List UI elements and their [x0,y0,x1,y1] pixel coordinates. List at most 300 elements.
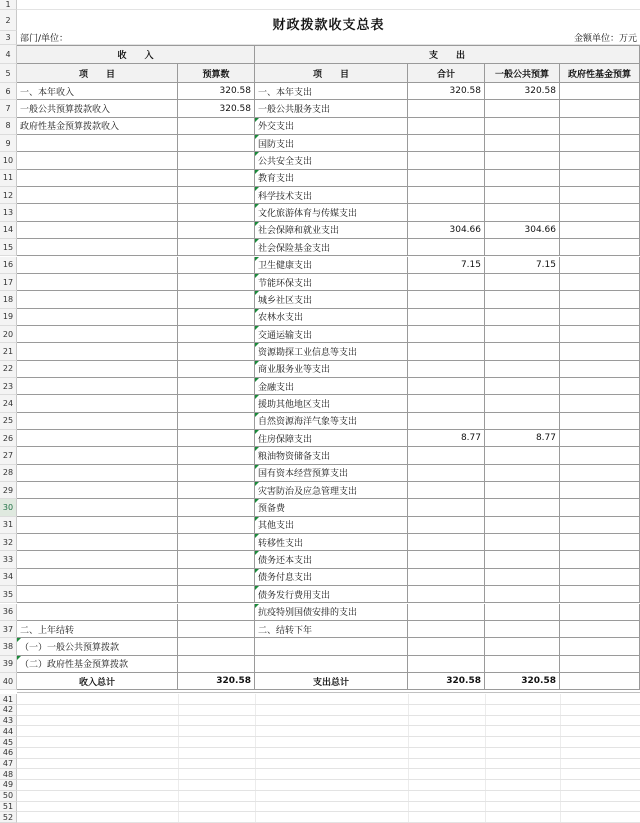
expense-general-cell[interactable]: 304.66 [485,222,560,238]
row-header[interactable]: 28 [0,465,17,482]
expense-general-cell[interactable] [485,569,560,585]
row-header[interactable]: 6 [0,83,17,100]
expense-item-cell[interactable] [255,656,408,672]
expense-general-cell[interactable] [485,100,560,116]
expense-item-cell[interactable]: 教育支出 [255,170,408,186]
expense-total-cell[interactable] [408,499,485,515]
table-row[interactable] [17,291,640,308]
expense-total-cell[interactable] [408,204,485,220]
income-item-cell[interactable] [17,152,178,168]
row-header[interactable]: 23 [0,378,17,395]
row-header[interactable]: 48 [0,769,17,780]
income-item-cell[interactable] [17,204,178,220]
row-header[interactable]: 45 [0,737,17,748]
expense-fund-cell[interactable] [560,222,640,238]
income-budget-cell[interactable] [178,604,255,620]
expense-total-cell[interactable] [408,465,485,481]
col-header-general[interactable]: 一般公共预算 [485,64,560,82]
col-header-total[interactable]: 合计 [408,64,485,82]
income-item-cell[interactable] [17,274,178,290]
expense-fund-cell[interactable] [560,638,640,654]
income-budget-cell[interactable]: 320.58 [178,673,255,689]
expense-general-cell[interactable] [485,239,560,255]
expense-general-cell[interactable] [485,413,560,429]
table-row[interactable] [17,447,640,464]
income-budget-cell[interactable] [178,257,255,273]
expense-fund-cell[interactable] [560,551,640,567]
row-header[interactable]: 29 [0,482,17,499]
income-item-cell[interactable] [17,604,178,620]
expense-total-cell[interactable] [408,447,485,463]
income-item-cell[interactable] [17,187,178,203]
expense-item-cell[interactable]: 二、结转下年 [255,621,408,637]
table-row[interactable] [17,326,640,343]
row-header[interactable]: 9 [0,135,17,152]
expense-item-cell[interactable]: 外交支出 [255,118,408,134]
expense-total-cell[interactable] [408,100,485,116]
expense-fund-cell[interactable] [560,239,640,255]
row-header[interactable]: 33 [0,551,17,568]
income-item-cell[interactable]: 二、上年结转 [17,621,178,637]
expense-total-cell[interactable] [408,604,485,620]
table-row[interactable] [17,638,640,655]
income-budget-cell[interactable] [178,291,255,307]
table-row[interactable] [17,534,640,551]
expense-total-cell[interactable]: 7.15 [408,257,485,273]
expense-fund-cell[interactable] [560,413,640,429]
col-header-income-item[interactable]: 项 目 [17,64,178,82]
expense-header[interactable]: 支 出 [255,46,640,63]
expense-total-cell[interactable] [408,361,485,377]
income-item-cell[interactable] [17,551,178,567]
expense-general-cell[interactable]: 7.15 [485,257,560,273]
sheet-row[interactable] [17,748,640,759]
row-header[interactable]: 19 [0,309,17,326]
expense-total-cell[interactable] [408,586,485,602]
table-row[interactable] [17,343,640,360]
table-row[interactable] [17,83,640,100]
row-header[interactable]: 39 [0,656,17,673]
expense-item-cell[interactable]: 社会保险基金支出 [255,239,408,255]
dept-label[interactable]: 部门/单位： [20,34,69,44]
expense-general-cell[interactable] [485,621,560,637]
row-header[interactable]: 22 [0,361,17,378]
income-item-cell[interactable] [17,239,178,255]
income-budget-cell[interactable] [178,551,255,567]
row-header[interactable]: 47 [0,759,17,770]
income-budget-cell[interactable]: 320.58 [178,100,255,116]
expense-total-cell[interactable] [408,395,485,411]
expense-fund-cell[interactable] [560,499,640,515]
table-row[interactable] [17,395,640,412]
expense-item-cell[interactable]: 资源勘探工业信息等支出 [255,343,408,359]
income-item-cell[interactable]: 一、本年收入 [17,83,178,99]
row-header[interactable]: 3 [0,31,17,45]
income-item-cell[interactable] [17,586,178,602]
expense-item-cell[interactable]: 社会保障和就业支出 [255,222,408,238]
row-header[interactable]: 43 [0,716,17,727]
expense-general-cell[interactable] [485,551,560,567]
expense-general-cell[interactable] [485,152,560,168]
row-header[interactable]: 20 [0,326,17,343]
expense-item-cell[interactable]: 自然资源海洋气象等支出 [255,413,408,429]
expense-item-cell[interactable]: 住房保障支出 [255,430,408,446]
expense-general-cell[interactable] [485,517,560,533]
expense-item-cell[interactable]: 公共安全支出 [255,152,408,168]
row-header[interactable]: 32 [0,534,17,551]
table-row[interactable] [17,152,640,169]
row-header[interactable]: 35 [0,586,17,603]
sheet-row[interactable] [17,780,640,791]
sheet-row[interactable] [17,737,640,748]
row-header[interactable]: 51 [0,802,17,813]
expense-fund-cell[interactable] [560,621,640,637]
expense-fund-cell[interactable] [560,343,640,359]
income-item-cell[interactable] [17,343,178,359]
expense-fund-cell[interactable] [560,482,640,498]
expense-item-cell[interactable]: 文化旅游体育与传媒支出 [255,204,408,220]
row-header[interactable]: 27 [0,447,17,464]
expense-fund-cell[interactable] [560,673,640,689]
expense-item-cell[interactable]: 援助其他地区支出 [255,395,408,411]
income-item-cell[interactable] [17,413,178,429]
sheet-row[interactable] [17,812,640,823]
sheet-row[interactable] [17,64,640,83]
income-item-cell[interactable] [17,430,178,446]
expense-total-cell[interactable]: 304.66 [408,222,485,238]
income-item-cell[interactable] [17,447,178,463]
expense-total-cell[interactable] [408,517,485,533]
expense-total-cell[interactable] [408,638,485,654]
expense-general-cell[interactable] [485,482,560,498]
expense-fund-cell[interactable] [560,465,640,481]
expense-fund-cell[interactable] [560,361,640,377]
table-row[interactable] [17,204,640,221]
expense-item-cell[interactable]: 债务付息支出 [255,569,408,585]
row-header[interactable]: 44 [0,726,17,737]
income-header[interactable]: 收 入 [17,46,255,63]
expense-item-cell[interactable]: 其他支出 [255,517,408,533]
row-header[interactable]: 1 [0,0,17,10]
row-header[interactable]: 13 [0,204,17,221]
income-item-cell[interactable]: 政府性基金预算拨款收入 [17,118,178,134]
row-header[interactable]: 34 [0,569,17,586]
row-header[interactable]: 26 [0,430,17,447]
income-budget-cell[interactable] [178,517,255,533]
sheet-row[interactable] [17,694,640,705]
expense-total-cell[interactable] [408,551,485,567]
expense-general-cell[interactable] [485,586,560,602]
expense-fund-cell[interactable] [560,430,640,446]
income-budget-cell[interactable] [178,204,255,220]
row-header[interactable]: 15 [0,239,17,256]
row-header[interactable]: 8 [0,118,17,135]
row-header[interactable]: 42 [0,705,17,716]
income-item-cell[interactable]: 一般公共预算拨款收入 [17,100,178,116]
expense-item-cell[interactable]: 粮油物资储备支出 [255,447,408,463]
row-header[interactable]: 5 [0,64,17,83]
unit-label[interactable]: 金额单位：万元 [573,34,637,44]
expense-total-cell[interactable] [408,274,485,290]
income-budget-cell[interactable] [178,534,255,550]
sheet-row[interactable] [17,769,640,780]
table-row[interactable] [17,569,640,586]
income-budget-cell[interactable] [178,187,255,203]
row-header[interactable]: 11 [0,170,17,187]
expense-fund-cell[interactable] [560,656,640,672]
row-header[interactable]: 4 [0,45,17,64]
table-row[interactable] [17,257,640,274]
income-item-cell[interactable] [17,395,178,411]
table-row[interactable] [17,309,640,326]
income-budget-cell[interactable] [178,274,255,290]
income-budget-cell[interactable] [178,413,255,429]
expense-fund-cell[interactable] [560,118,640,134]
expense-general-cell[interactable] [485,499,560,515]
expense-item-cell[interactable]: 抗疫特别国债安排的支出 [255,604,408,620]
table-row[interactable] [17,499,640,516]
income-budget-cell[interactable] [178,378,255,394]
income-item-cell[interactable] [17,499,178,515]
expense-item-cell[interactable]: 农林水支出 [255,309,408,325]
row-header[interactable]: 50 [0,791,17,802]
income-item-cell[interactable] [17,534,178,550]
row-header[interactable]: 12 [0,187,17,204]
table-row[interactable] [17,361,640,378]
expense-item-cell[interactable]: 转移性支出 [255,534,408,550]
expense-fund-cell[interactable] [560,604,640,620]
income-budget-cell[interactable] [178,170,255,186]
income-item-cell[interactable] [17,291,178,307]
expense-total-cell[interactable] [408,187,485,203]
expense-general-cell[interactable] [485,170,560,186]
expense-fund-cell[interactable] [560,326,640,342]
sheet-row[interactable] [17,726,640,737]
income-item-cell[interactable] [17,222,178,238]
row-header[interactable]: 18 [0,291,17,308]
expense-total-cell[interactable] [408,343,485,359]
expense-total-cell[interactable] [408,152,485,168]
sheet-row[interactable] [17,759,640,770]
expense-total-cell[interactable]: 320.58 [408,673,485,689]
table-row[interactable] [17,187,640,204]
expense-total-cell[interactable] [408,656,485,672]
table-row[interactable] [17,586,640,603]
income-item-cell[interactable] [17,378,178,394]
row-header[interactable]: 21 [0,343,17,360]
table-row[interactable] [17,413,640,430]
expense-item-cell[interactable]: 卫生健康支出 [255,257,408,273]
sheet-row[interactable] [17,705,640,716]
expense-item-cell[interactable] [255,638,408,654]
income-budget-cell[interactable] [178,447,255,463]
expense-fund-cell[interactable] [560,378,640,394]
sheet-row[interactable] [17,791,640,802]
expense-total-cell[interactable] [408,569,485,585]
row-header[interactable]: 14 [0,222,17,239]
expense-general-cell[interactable] [485,187,560,203]
row-header[interactable]: 40 [0,673,17,690]
expense-item-cell[interactable]: 城乡社区支出 [255,291,408,307]
expense-fund-cell[interactable] [560,152,640,168]
row-header[interactable]: 30 [0,499,17,516]
income-budget-cell[interactable] [178,118,255,134]
expense-general-cell[interactable] [485,447,560,463]
row-header[interactable]: 41 [0,694,17,705]
table-row[interactable] [17,170,640,187]
row-header[interactable]: 2 [0,10,17,31]
expense-general-cell[interactable] [485,395,560,411]
expense-item-cell[interactable]: 债务还本支出 [255,551,408,567]
expense-total-cell[interactable] [408,378,485,394]
row-header[interactable]: 46 [0,748,17,759]
table-row[interactable] [17,239,640,256]
expense-total-cell[interactable] [408,482,485,498]
income-budget-cell[interactable] [178,239,255,255]
income-item-cell[interactable]: （二）政府性基金预算拨款 [17,656,178,672]
table-row[interactable] [17,100,640,117]
expense-total-cell[interactable] [408,291,485,307]
table-row[interactable] [17,465,640,482]
table-row[interactable] [17,135,640,152]
income-item-cell[interactable] [17,361,178,377]
sheet-row[interactable] [17,802,640,813]
income-item-cell[interactable] [17,326,178,342]
expense-general-cell[interactable] [485,604,560,620]
table-row[interactable] [17,482,640,499]
expense-item-cell[interactable]: 节能环保支出 [255,274,408,290]
expense-total-cell[interactable] [408,413,485,429]
expense-total-cell[interactable]: 8.77 [408,430,485,446]
expense-total-cell[interactable] [408,239,485,255]
expense-general-cell[interactable] [485,326,560,342]
expense-total-cell[interactable] [408,135,485,151]
row-header[interactable]: 24 [0,395,17,412]
income-budget-cell[interactable] [178,569,255,585]
row-header[interactable]: 37 [0,621,17,638]
expense-fund-cell[interactable] [560,517,640,533]
col-header-fund[interactable]: 政府性基金预算 [560,64,640,82]
income-item-cell[interactable] [17,309,178,325]
income-item-cell[interactable] [17,465,178,481]
expense-general-cell[interactable] [485,534,560,550]
income-item-cell[interactable]: （一）一般公共预算拨款 [17,638,178,654]
table-row[interactable] [17,673,640,690]
table-row[interactable] [17,222,640,239]
expense-item-cell[interactable]: 预备费 [255,499,408,515]
income-budget-cell[interactable] [178,395,255,411]
expense-item-cell[interactable]: 国防支出 [255,135,408,151]
row-header[interactable]: 36 [0,604,17,621]
row-header[interactable]: 49 [0,780,17,791]
row-header[interactable]: 16 [0,257,17,274]
income-item-cell[interactable] [17,170,178,186]
expense-item-cell[interactable]: 一、本年支出 [255,83,408,99]
expense-general-cell[interactable] [485,343,560,359]
income-budget-cell[interactable] [178,152,255,168]
expense-item-cell[interactable]: 金融支出 [255,378,408,394]
expense-fund-cell[interactable] [560,204,640,220]
expense-general-cell[interactable]: 320.58 [485,83,560,99]
expense-fund-cell[interactable] [560,586,640,602]
income-budget-cell[interactable] [178,135,255,151]
income-item-cell[interactable] [17,135,178,151]
expense-total-cell[interactable] [408,309,485,325]
expense-total-cell[interactable] [408,621,485,637]
expense-general-cell[interactable] [485,204,560,220]
income-item-cell[interactable] [17,482,178,498]
expense-fund-cell[interactable] [560,395,640,411]
expense-fund-cell[interactable] [560,274,640,290]
expense-fund-cell[interactable] [560,534,640,550]
expense-fund-cell[interactable] [560,309,640,325]
table-row[interactable] [17,656,640,673]
expense-total-cell[interactable] [408,326,485,342]
income-item-cell[interactable] [17,517,178,533]
income-budget-cell[interactable]: 320.58 [178,83,255,99]
income-budget-cell[interactable] [178,361,255,377]
sheet-row[interactable] [17,716,640,727]
expense-item-cell[interactable]: 灾害防治及应急管理支出 [255,482,408,498]
table-row[interactable] [17,378,640,395]
income-budget-cell[interactable] [178,621,255,637]
income-budget-cell[interactable] [178,343,255,359]
expense-general-cell[interactable] [485,465,560,481]
table-row[interactable] [17,551,640,568]
row-header[interactable]: 38 [0,638,17,655]
table-row[interactable] [17,430,640,447]
expense-fund-cell[interactable] [560,291,640,307]
income-item-cell[interactable] [17,257,178,273]
expense-fund-cell[interactable] [560,100,640,116]
expense-general-cell[interactable] [485,118,560,134]
income-budget-cell[interactable] [178,499,255,515]
table-row[interactable] [17,274,640,291]
expense-general-cell[interactable] [485,135,560,151]
expense-item-cell[interactable]: 国有资本经营预算支出 [255,465,408,481]
expense-fund-cell[interactable] [560,83,640,99]
expense-fund-cell[interactable] [560,187,640,203]
expense-item-cell[interactable]: 商业服务业等支出 [255,361,408,377]
expense-total-cell[interactable] [408,170,485,186]
expense-general-cell[interactable] [485,638,560,654]
expense-item-cell[interactable]: 债务发行费用支出 [255,586,408,602]
income-budget-cell[interactable] [178,309,255,325]
sheet-row[interactable] [17,31,640,45]
sheet-row[interactable] [17,0,640,10]
expense-item-cell[interactable]: 支出总计 [255,673,408,689]
income-budget-cell[interactable] [178,656,255,672]
expense-general-cell[interactable] [485,656,560,672]
expense-item-cell[interactable]: 一般公共服务支出 [255,100,408,116]
table-row[interactable] [17,621,640,638]
table-row[interactable] [17,118,640,135]
table-row[interactable] [17,517,640,534]
expense-item-cell[interactable]: 科学技术支出 [255,187,408,203]
income-item-cell[interactable]: 收入总计 [17,673,178,689]
income-budget-cell[interactable] [178,430,255,446]
income-budget-cell[interactable] [178,465,255,481]
expense-general-cell[interactable] [485,291,560,307]
expense-fund-cell[interactable] [560,569,640,585]
expense-total-cell[interactable] [408,118,485,134]
expense-general-cell[interactable] [485,309,560,325]
income-budget-cell[interactable] [178,482,255,498]
row-header[interactable]: 7 [0,100,17,117]
income-budget-cell[interactable] [178,326,255,342]
income-item-cell[interactable] [17,569,178,585]
expense-general-cell[interactable]: 320.58 [485,673,560,689]
